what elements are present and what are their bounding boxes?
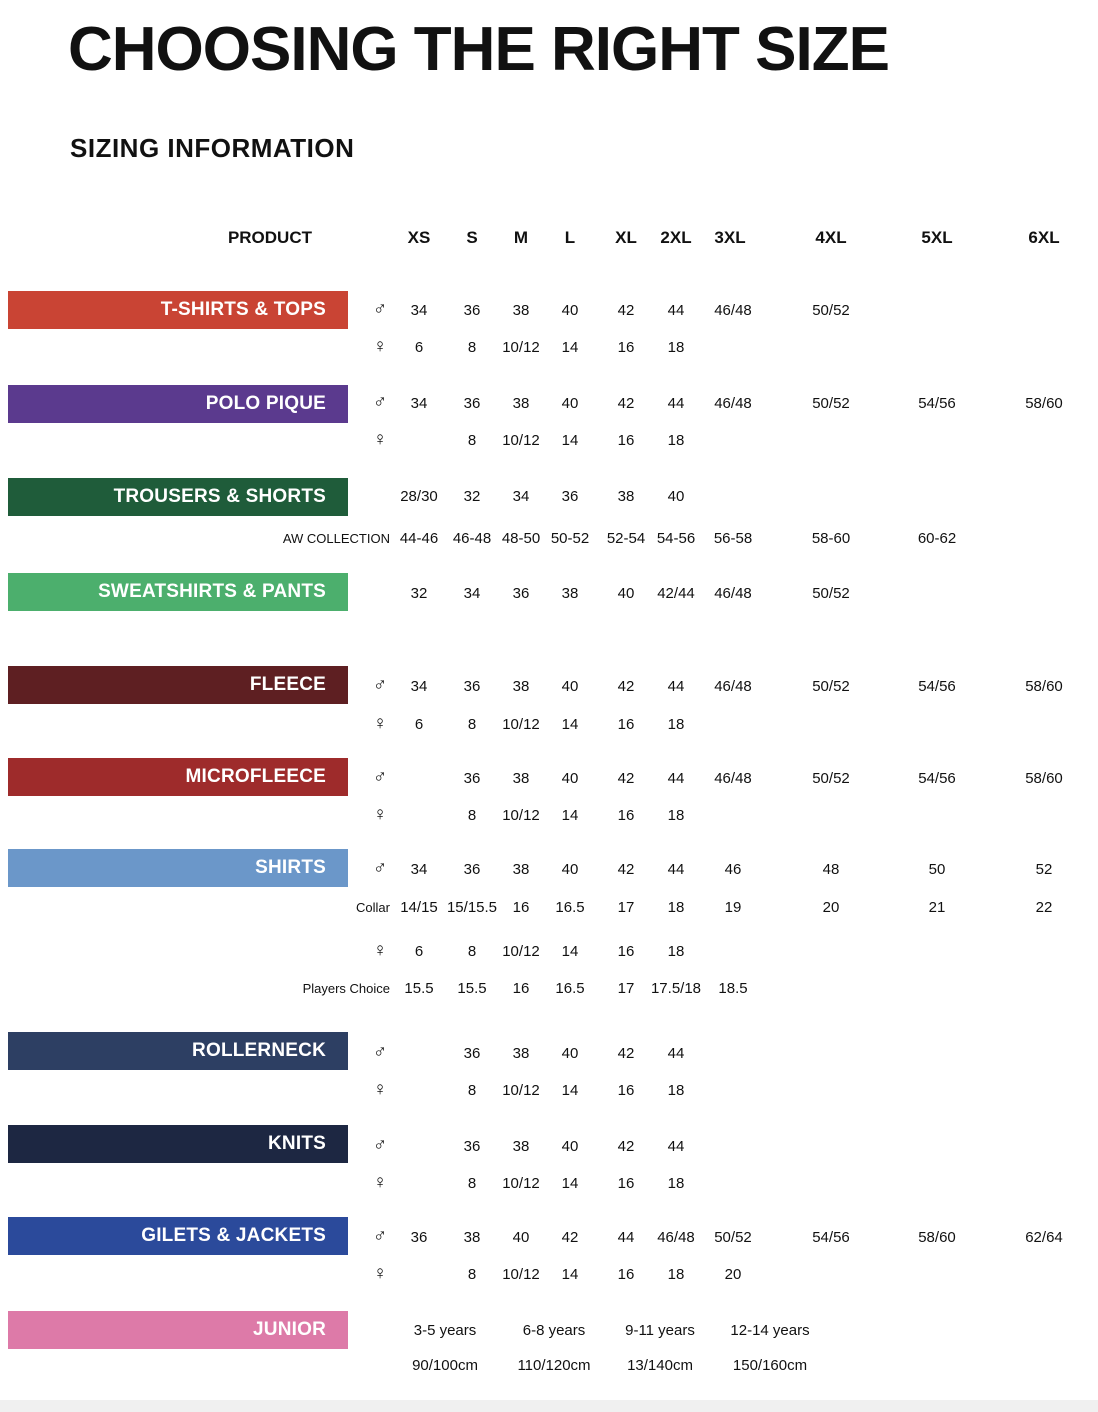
- size-cell: 36: [561, 488, 579, 505]
- size-cell: 50/52: [812, 770, 850, 787]
- junior-age-cell: 12-14 years: [730, 1322, 810, 1339]
- size-cell: 18: [667, 943, 685, 960]
- size-cell: 8: [467, 1266, 477, 1283]
- male-symbol-icon: ♂: [372, 858, 388, 879]
- male-symbol-icon: ♂: [372, 299, 388, 320]
- junior-age-cell: 9-11 years: [625, 1322, 695, 1339]
- size-cell: 38: [512, 1045, 530, 1062]
- size-cell: 36: [410, 1229, 428, 1246]
- column-header-3xl: 3XL: [714, 228, 746, 247]
- size-cell: 8: [467, 1175, 477, 1192]
- size-cell: 6: [414, 943, 424, 960]
- size-cell: 44: [667, 302, 685, 319]
- size-cell: 10/12: [502, 716, 540, 733]
- junior-height-cell: 150/160cm: [732, 1357, 808, 1374]
- size-cell: 54/56: [812, 1229, 850, 1246]
- size-cell: 36: [463, 770, 481, 787]
- size-cell: 46/48: [714, 302, 752, 319]
- size-cell: 18: [667, 807, 685, 824]
- size-cell: 14: [561, 339, 579, 356]
- size-cell: 58/60: [918, 1229, 956, 1246]
- size-cell: 54/56: [918, 395, 956, 412]
- row-label-rollerneck: ROLLERNECK: [8, 1032, 348, 1070]
- female-symbol-icon: ♀: [372, 429, 388, 450]
- row-label-gilets-jackets: GILETS & JACKETS: [8, 1217, 348, 1255]
- size-cell: 10/12: [502, 339, 540, 356]
- size-cell: 14/15: [400, 899, 438, 916]
- size-cell: 46/48: [714, 770, 752, 787]
- size-cell: 40: [617, 585, 635, 602]
- size-cell: 50/52: [812, 302, 850, 319]
- size-cell: 44-46: [399, 530, 439, 547]
- size-cell: 6: [414, 339, 424, 356]
- size-cell: 44: [667, 770, 685, 787]
- sub-row-label: Players Choice: [302, 981, 390, 996]
- size-cell: 8: [467, 432, 477, 449]
- size-cell: 10/12: [502, 1175, 540, 1192]
- size-cell: 10/12: [502, 943, 540, 960]
- size-cell: 17.5/18: [650, 980, 702, 997]
- column-header-5xl: 5XL: [921, 228, 953, 247]
- size-cell: 42: [617, 302, 635, 319]
- row-label-polo-pique: POLO PIQUE: [8, 385, 348, 423]
- junior-age-cell: 3-5 years: [413, 1322, 477, 1339]
- size-cell: 44: [667, 861, 685, 878]
- size-cell: 21: [928, 899, 946, 916]
- size-cell: 8: [467, 807, 477, 824]
- female-symbol-icon: ♀: [372, 336, 388, 357]
- size-cell: 40: [561, 678, 579, 695]
- size-cell: 40: [561, 770, 579, 787]
- size-cell: 44: [667, 1045, 685, 1062]
- column-header-l: L: [564, 228, 576, 247]
- column-header-m: M: [513, 228, 529, 247]
- size-cell: 62/64: [1025, 1229, 1063, 1246]
- size-cell: 36: [463, 1138, 481, 1155]
- female-symbol-icon: ♀: [372, 1172, 388, 1193]
- size-cell: 28/30: [400, 488, 438, 505]
- size-cell: 38: [512, 302, 530, 319]
- size-cell: 34: [410, 395, 428, 412]
- size-cell: 50/52: [812, 585, 850, 602]
- size-cell: 38: [617, 488, 635, 505]
- size-cell: 42: [617, 861, 635, 878]
- section-subtitle: SIZING INFORMATION: [70, 133, 355, 163]
- size-cell: 19: [724, 899, 742, 916]
- size-cell: 40: [561, 302, 579, 319]
- size-cell: 8: [467, 716, 477, 733]
- female-symbol-icon: ♀: [372, 940, 388, 961]
- size-cell: 8: [467, 1082, 477, 1099]
- size-cell: 16.5: [555, 980, 585, 997]
- size-cell: 36: [463, 678, 481, 695]
- size-cell: 18.5: [718, 980, 748, 997]
- size-cell: 22: [1035, 899, 1053, 916]
- size-cell: 14: [561, 807, 579, 824]
- size-cell: 16: [617, 716, 635, 733]
- size-cell: 8: [467, 339, 477, 356]
- size-cell: 18: [667, 1175, 685, 1192]
- row-label-t-shirts-tops: T-SHIRTS & TOPS: [8, 291, 348, 329]
- size-cell: 44: [667, 1138, 685, 1155]
- size-cell: 18: [667, 1266, 685, 1283]
- size-cell: 16: [617, 339, 635, 356]
- size-cell: 40: [561, 861, 579, 878]
- size-cell: 36: [463, 395, 481, 412]
- size-cell: 42: [617, 395, 635, 412]
- row-label-trousers-shorts: TROUSERS & SHORTS: [8, 478, 348, 516]
- female-symbol-icon: ♀: [372, 713, 388, 734]
- size-cell: 48: [822, 861, 840, 878]
- size-cell: 18: [667, 716, 685, 733]
- size-cell: 50/52: [812, 395, 850, 412]
- size-cell: 10/12: [502, 432, 540, 449]
- size-cell: 16: [617, 1266, 635, 1283]
- size-cell: 10/12: [502, 807, 540, 824]
- size-cell: 14: [561, 432, 579, 449]
- row-label-shirts: SHIRTS: [8, 849, 348, 887]
- column-header-product: PRODUCT: [227, 228, 312, 247]
- size-cell: 46/48: [714, 678, 752, 695]
- size-cell: 40: [561, 395, 579, 412]
- size-cell: 8: [467, 943, 477, 960]
- size-cell: 18: [667, 1082, 685, 1099]
- size-cell: 20: [724, 1266, 742, 1283]
- male-symbol-icon: ♂: [372, 392, 388, 413]
- size-cell: 42: [617, 678, 635, 695]
- sub-row-label: Collar: [356, 900, 390, 915]
- female-symbol-icon: ♀: [372, 1079, 388, 1100]
- size-cell: 60-62: [917, 530, 957, 547]
- size-cell: 58/60: [1025, 395, 1063, 412]
- size-cell: 56-58: [713, 530, 753, 547]
- size-cell: 16: [617, 807, 635, 824]
- female-symbol-icon: ♀: [372, 804, 388, 825]
- size-cell: 50-52: [550, 530, 590, 547]
- size-cell: 44: [667, 678, 685, 695]
- row-label-knits: KNITS: [8, 1125, 348, 1163]
- size-cell: 18: [667, 899, 685, 916]
- size-cell: 46/48: [714, 585, 752, 602]
- size-cell: 16: [617, 1082, 635, 1099]
- size-cell: 42: [617, 1045, 635, 1062]
- size-cell: 44: [617, 1229, 635, 1246]
- size-cell: 17: [617, 899, 635, 916]
- page-title: CHOOSING THE RIGHT SIZE: [68, 15, 889, 84]
- size-cell: 14: [561, 1082, 579, 1099]
- size-cell: 40: [561, 1045, 579, 1062]
- size-cell: 40: [512, 1229, 530, 1246]
- junior-age-cell: 6-8 years: [522, 1322, 586, 1339]
- junior-height-cell: 90/100cm: [412, 1357, 478, 1374]
- row-label-junior: JUNIOR: [8, 1311, 348, 1349]
- male-symbol-icon: ♂: [372, 767, 388, 788]
- size-cell: 58/60: [1025, 678, 1063, 695]
- size-cell: 34: [463, 585, 481, 602]
- size-cell: 34: [410, 302, 428, 319]
- size-cell: 38: [512, 1138, 530, 1155]
- bottom-bar: [0, 1400, 1098, 1412]
- size-cell: 58/60: [1025, 770, 1063, 787]
- size-cell: 18: [667, 432, 685, 449]
- size-cell: 16.5: [555, 899, 585, 916]
- junior-height-cell: 13/140cm: [627, 1357, 693, 1374]
- size-cell: 16: [512, 899, 530, 916]
- male-symbol-icon: ♂: [372, 675, 388, 696]
- size-cell: 46-48: [452, 530, 492, 547]
- size-cell: 18: [667, 339, 685, 356]
- size-cell: 44: [667, 395, 685, 412]
- size-cell: 42/44: [657, 585, 695, 602]
- size-cell: 14: [561, 1266, 579, 1283]
- size-cell: 42: [617, 770, 635, 787]
- sub-row-label: AW COLLECTION: [282, 531, 390, 546]
- size-cell: 40: [667, 488, 685, 505]
- size-cell: 34: [410, 678, 428, 695]
- column-header-6xl: 6XL: [1028, 228, 1060, 247]
- size-cell: 16: [617, 432, 635, 449]
- size-cell: 32: [463, 488, 481, 505]
- size-cell: 54/56: [918, 678, 956, 695]
- size-cell: 38: [512, 770, 530, 787]
- size-cell: 15.5: [457, 980, 487, 997]
- size-cell: 15.5: [404, 980, 434, 997]
- size-cell: 48-50: [501, 530, 541, 547]
- size-cell: 36: [463, 861, 481, 878]
- column-header-xs: XS: [407, 228, 431, 247]
- size-cell: 36: [463, 302, 481, 319]
- column-header-s: S: [466, 228, 478, 247]
- size-cell: 38: [512, 861, 530, 878]
- size-cell: 52: [1035, 861, 1053, 878]
- size-cell: 36: [463, 1045, 481, 1062]
- row-label-microfleece: MICROFLEECE: [8, 758, 348, 796]
- size-cell: 34: [512, 488, 530, 505]
- size-cell: 6: [414, 716, 424, 733]
- size-cell: 54-56: [656, 530, 696, 547]
- size-cell: 46/48: [657, 1229, 695, 1246]
- size-cell: 46/48: [714, 395, 752, 412]
- size-cell: 14: [561, 716, 579, 733]
- size-cell: 32: [410, 585, 428, 602]
- size-cell: 36: [512, 585, 530, 602]
- size-cell: 16: [617, 1175, 635, 1192]
- size-cell: 10/12: [502, 1082, 540, 1099]
- size-cell: 38: [512, 678, 530, 695]
- size-cell: 50/52: [714, 1229, 752, 1246]
- size-cell: 38: [561, 585, 579, 602]
- size-cell: 46: [724, 861, 742, 878]
- size-cell: 42: [617, 1138, 635, 1155]
- size-cell: 20: [822, 899, 840, 916]
- size-cell: 16: [617, 943, 635, 960]
- column-header-2xl: 2XL: [660, 228, 692, 247]
- size-cell: 40: [561, 1138, 579, 1155]
- size-cell: 54/56: [918, 770, 956, 787]
- size-cell: 17: [617, 980, 635, 997]
- size-cell: 52-54: [606, 530, 646, 547]
- size-cell: 16: [512, 980, 530, 997]
- male-symbol-icon: ♂: [372, 1226, 388, 1247]
- size-cell: 50: [928, 861, 946, 878]
- row-label-sweatshirts-pants: SWEATSHIRTS & PANTS: [8, 573, 348, 611]
- size-cell: 14: [561, 1175, 579, 1192]
- size-cell: 34: [410, 861, 428, 878]
- size-cell: 38: [463, 1229, 481, 1246]
- size-cell: 10/12: [502, 1266, 540, 1283]
- size-cell: 50/52: [812, 678, 850, 695]
- male-symbol-icon: ♂: [372, 1042, 388, 1063]
- junior-height-cell: 110/120cm: [517, 1357, 591, 1374]
- column-header-4xl: 4XL: [815, 228, 847, 247]
- row-label-fleece: FLEECE: [8, 666, 348, 704]
- male-symbol-icon: ♂: [372, 1135, 388, 1156]
- column-header-xl: XL: [615, 228, 637, 247]
- size-cell: 15/15.5: [446, 899, 498, 916]
- size-cell: 14: [561, 943, 579, 960]
- size-cell: 42: [561, 1229, 579, 1246]
- female-symbol-icon: ♀: [372, 1263, 388, 1284]
- size-cell: 58-60: [811, 530, 851, 547]
- size-cell: 38: [512, 395, 530, 412]
